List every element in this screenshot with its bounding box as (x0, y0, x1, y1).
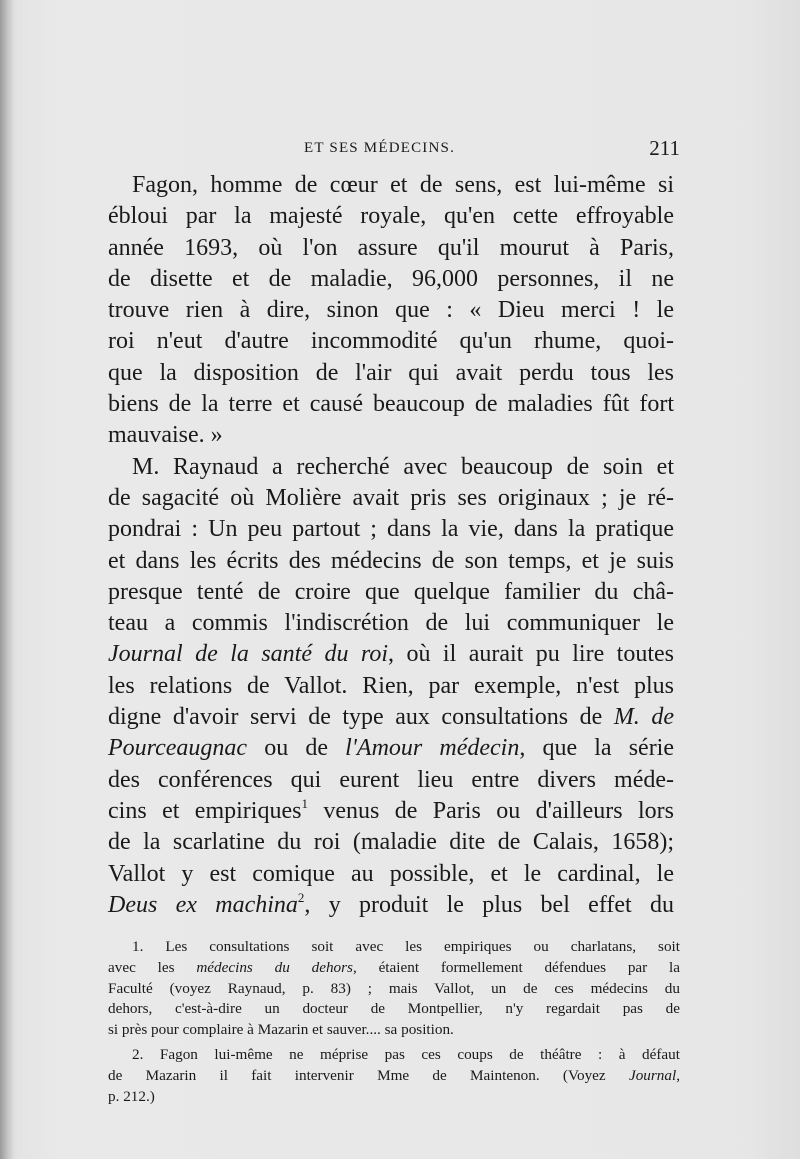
body-text (108, 170, 674, 921)
italic-title: Pourceaugnac (108, 735, 248, 762)
text-line: les relations de Vallot. Rien, par exemple, n'est plus (108, 672, 674, 699)
footnote-line: avec les médecins du dehors, étaient formellement défendues par la (108, 958, 680, 976)
text-line: biens de la terre et causé beaucoup de maladies fût fort (108, 391, 674, 418)
footnote-line: dehors, c'est-à-dire un docteur de Montpellier, n'y regardait pas de (108, 1000, 680, 1018)
text-line: mauvaise. » (108, 422, 223, 449)
text-line: année 1693, où l'on assure qu'il mourut à Paris, (108, 234, 674, 261)
page-header (108, 138, 680, 162)
footnote-line: de Mazarin il fait intervenir Mme de Maintenon. (Voyez Journal, (108, 1066, 680, 1084)
text-line: et dans les écrits des médecins de son temps, et je suis (108, 547, 674, 574)
italic-title: Journal de la santé du roi (108, 641, 389, 668)
text-line: presque tenté de croire que quelque familier du châ- (108, 578, 674, 605)
text-line: Journal de la santé du roi, où il aurait pu lire toutes (108, 641, 674, 668)
text-line: Pourceaugnac ou de l'Amour médecin, que la série (108, 735, 675, 762)
footnote-ref: 1 (301, 795, 308, 811)
text-line: Deus ex machina$^2$, y produit le plus bel effet du (108, 889, 675, 918)
text-line: de sagacité où Molière avait pris ses originaux ; je ré- (108, 484, 674, 511)
footnote-line: p. 212.) (108, 1087, 155, 1105)
page-binding-shadow (0, 0, 14, 1159)
footnotes (108, 937, 680, 1107)
text-line: de disette et de maladie, 96,000 personnes, il ne (108, 265, 674, 292)
text-line: M. Raynaud a recherché avec beaucoup de soin et (132, 453, 674, 480)
italic-title: M. de (613, 704, 674, 731)
text-line: teau a commis l'indiscrétion de lui communiquer le (108, 610, 674, 637)
text-line: roi n'eut d'autre incommodité qu'un rhume, quoi- (108, 328, 674, 355)
text-line: Fagon, homme de cœur et de sens, est lui-même si (132, 172, 674, 198)
text-line: des conférences qui eurent lieu entre divers méde- (108, 766, 674, 793)
footnote-ref: 2 (297, 889, 305, 905)
text-line: ébloui par la majesté royale, qu'en cette effroyable (108, 203, 674, 230)
footnote-line: si près pour complaire à Mazarin et sauver.... sa position. (108, 1021, 454, 1039)
text-line: pondrai : Un peu partout ; dans la vie, dans la pratique (108, 516, 674, 543)
footnote-2: 2. Fagon lui-même ne méprise pas ces coups de théâtre : à défaut (132, 1045, 680, 1063)
text-line: trouve rien à dire, sinon que : « Dieu merci ! le (108, 297, 674, 324)
running-title: ET SES MÉDECINS. (304, 140, 456, 156)
text-line: cins et empiriques$^1$ venus de Paris ou d'ailleurs lors (108, 795, 674, 824)
footnote-line: Faculté (voyez Raynaud, p. 83) ; mais Vallot, un de ces médecins du (108, 979, 680, 997)
page-number: 211 (649, 136, 680, 160)
italic-title: l'Amour médecin (345, 735, 520, 762)
text-line: Vallot y est comique au possible, et le cardinal, le (108, 860, 674, 887)
footnote-1: 1. Les consultations soit avec les empiriques ou charlatans, soit (132, 938, 680, 955)
text-line: digne d'avoir servi de type aux consultations de M. de (108, 704, 674, 731)
text-line: de la scarlatine du roi (maladie dite de Calais, 1658); (108, 829, 674, 856)
text-line: que la disposition de l'air qui avait perdu tous les (108, 359, 674, 386)
italic-title: Deus ex machina (108, 891, 298, 918)
